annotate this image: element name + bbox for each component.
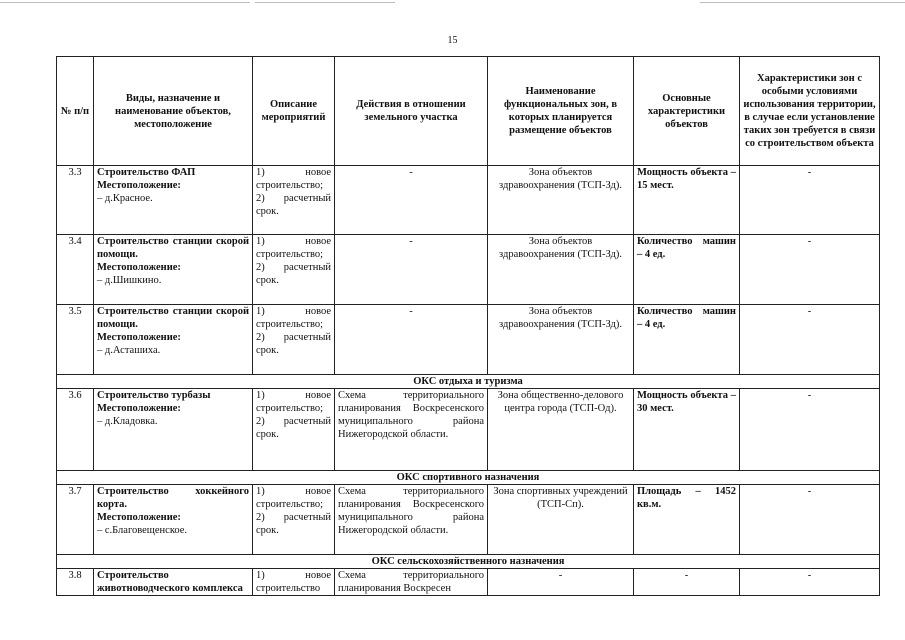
location-label: Местоположение: <box>97 332 181 343</box>
special-zone-cell: - <box>740 305 880 375</box>
special-zone-cell: - <box>740 166 880 235</box>
location: – д.Шишкино. <box>97 275 162 286</box>
table-header-row <box>57 57 880 166</box>
characteristics-cell: Количество машин – 4 ед. <box>634 235 740 305</box>
description-cell: 1) новое строительство; 2) расчетный срок. <box>253 389 335 471</box>
header-num: № п/п <box>57 57 94 166</box>
zone-cell: Зона объектов здравоохранения (ТСП-Зд). <box>488 235 634 305</box>
header-special-zones: Характеристики зон с особыми условиями использования территории, в случае если установление таких зон требуется в связи со строительством объекта <box>740 57 880 166</box>
row-number: 3.5 <box>57 305 94 375</box>
row-number: 3.8 <box>57 569 94 596</box>
page-number: 15 <box>447 35 458 46</box>
action-cell: - <box>335 305 488 375</box>
object-title: Строительство хоккейного корта. <box>97 486 249 510</box>
table-row <box>57 235 880 305</box>
table-row <box>57 305 880 375</box>
object-cell <box>94 569 253 596</box>
row-number: 3.6 <box>57 389 94 471</box>
action-cell: Схема территориального планирования Воскресенского муниципального района Нижегородской области. <box>335 389 488 471</box>
characteristics-cell: Площадь – 1452 кв.м. <box>634 485 740 555</box>
object-cell <box>94 389 253 471</box>
header-object: Виды, назначение и наименование объектов, местоположение <box>94 57 253 166</box>
section-row <box>57 471 880 485</box>
action-cell: - <box>335 235 488 305</box>
location: – д.Красное. <box>97 193 153 204</box>
location-label: Местоположение: <box>97 403 181 414</box>
section-title: ОКС сельскохозяйственного назначения <box>57 555 880 569</box>
object-title: Строительство ФАП <box>97 167 196 178</box>
special-zone-cell: - <box>740 235 880 305</box>
table-row <box>57 166 880 235</box>
description-cell: 1) новое строительство <box>253 569 335 596</box>
location: – д.Кладовка. <box>97 416 158 427</box>
section-title: ОКС спортивного назначения <box>57 471 880 485</box>
characteristics-cell: Мощность объекта – 30 мест. <box>634 389 740 471</box>
special-zone-cell: - <box>740 485 880 555</box>
section-title: ОКС отдыха и туризма <box>57 375 880 389</box>
zone-cell: Зона объектов здравоохранения (ТСП-Зд). <box>488 166 634 235</box>
special-zone-cell: - <box>740 569 880 596</box>
action-cell: Схема территориального планирования Воскресенского муниципального района Нижегородской области. <box>335 485 488 555</box>
object-title: Строительство турбазы <box>97 390 211 401</box>
characteristics-cell: - <box>634 569 740 596</box>
top-rule <box>255 2 395 3</box>
object-cell <box>94 166 253 235</box>
object-title: Строительство станции скорой помощи. <box>97 236 249 260</box>
object-cell <box>94 305 253 375</box>
location-label: Местоположение: <box>97 262 181 273</box>
top-rule <box>0 2 250 3</box>
section-row <box>57 375 880 389</box>
zone-cell: - <box>488 569 634 596</box>
description-cell: 1) новое строительство; 2) расчетный срок. <box>253 166 335 235</box>
table-row <box>57 485 880 555</box>
header-zone: Наименование функциональных зон, в которых планируется размещение объектов <box>488 57 634 166</box>
description-cell: 1) новое строительство; 2) расчетный срок. <box>253 305 335 375</box>
header-action: Действия в отношении земельного участка <box>335 57 488 166</box>
characteristics-cell: Количество машин – 4 ед. <box>634 305 740 375</box>
object-cell <box>94 485 253 555</box>
table-row <box>57 389 880 471</box>
location: – д.Асташиха. <box>97 345 161 356</box>
row-number: 3.4 <box>57 235 94 305</box>
location-label: Местоположение: <box>97 512 181 523</box>
planning-table <box>56 56 880 596</box>
description-cell: 1) новое строительство; 2) расчетный срок. <box>253 485 335 555</box>
top-rule <box>700 2 905 3</box>
object-title: Строительство станции скорой помощи. <box>97 306 249 330</box>
zone-cell: Зона спортивных учреждений (ТСП-Сп). <box>488 485 634 555</box>
characteristics-cell: Мощность объекта – 15 мест. <box>634 166 740 235</box>
action-cell: - <box>335 166 488 235</box>
location-label: Местоположение: <box>97 180 181 191</box>
header-description: Описание мероприятий <box>253 57 335 166</box>
location: – с.Благовещенское. <box>97 525 188 536</box>
object-title: Строительство животноводческого комплекса <box>97 570 243 594</box>
header-characteristics: Основные характеристики объектов <box>634 57 740 166</box>
special-zone-cell: - <box>740 389 880 471</box>
action-cell: Схема территориального планирования Воскресен <box>335 569 488 596</box>
zone-cell: Зона объектов здравоохранения (ТСП-Зд). <box>488 305 634 375</box>
object-cell <box>94 235 253 305</box>
description-cell: 1) новое строительство; 2) расчетный срок. <box>253 235 335 305</box>
section-row <box>57 555 880 569</box>
table-row <box>57 569 880 596</box>
row-number: 3.7 <box>57 485 94 555</box>
row-number: 3.3 <box>57 166 94 235</box>
zone-cell: Зона общественно-делового центра города (ТСП-Од). <box>488 389 634 471</box>
